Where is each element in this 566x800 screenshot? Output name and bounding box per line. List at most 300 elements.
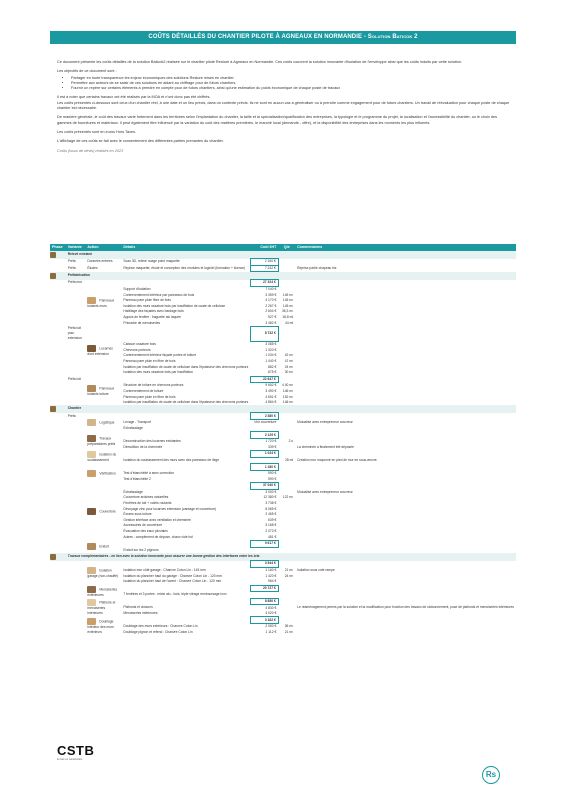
qty-cell: [278, 326, 295, 341]
cost-cell: 675 €: [268, 370, 277, 375]
action-label: Travaux préparatoires préfa: [87, 436, 116, 447]
action-cell: [85, 483, 121, 541]
comment-cell: [295, 598, 516, 605]
details-cell: Enduit sur les 2 pignons: [123, 547, 159, 552]
details-cell: Accessoires de couverture: [123, 523, 163, 528]
logo-tagline: le futur en construction: [57, 758, 83, 761]
phase-cell: [50, 457, 66, 464]
action-cell: [85, 561, 121, 585]
phase-icon-cell: [50, 553, 66, 561]
phase-cell: [50, 540, 66, 547]
cost-cell: 1 320 €: [265, 347, 277, 352]
action-label: Logistique: [99, 420, 115, 425]
action-thumbnail: [87, 470, 96, 477]
qty-cell: [278, 259, 295, 266]
cost-note: Coûts (issus de devis) réalisés en 2023: [57, 148, 124, 153]
phase-cell: [50, 259, 66, 266]
action-thumbnail: [87, 345, 96, 352]
logo-text: CSTB: [57, 743, 95, 758]
qty-cell: 30 m²: [284, 370, 294, 375]
action-cell: [85, 540, 121, 553]
details-cell: [121, 483, 250, 490]
variante-cell: Préfa toit: [67, 376, 81, 381]
group-total-cell: 8 732 €: [250, 326, 278, 341]
cost-cell: 7 242 €: [250, 265, 278, 272]
details-cell: Habillage des façades avec bardage bois: [123, 309, 184, 314]
action-cell: [85, 280, 121, 327]
cost-cell: 7 040 €: [265, 287, 277, 292]
details-cell: Isolation du soubassement des murs avec des panneaux de liège: [123, 457, 220, 462]
cost-cell: 1 034 €: [265, 353, 277, 358]
col-header: Qté: [278, 244, 295, 251]
qty-cell: [278, 464, 295, 471]
details-cell: Échafaudage: [123, 426, 143, 431]
objectives-list: [57, 76, 512, 92]
phase-cell: [50, 483, 66, 490]
action-label: Vérification: [99, 470, 116, 475]
qty-cell: 146 m²: [282, 388, 294, 393]
cost-cell: 3 085 €: [265, 342, 277, 347]
details-cell: Test d'étanchéité à avec correction: [123, 470, 175, 475]
group-total-row: [50, 483, 516, 490]
col-header: Coût €HT: [250, 244, 278, 251]
cost-cell: 4 651 €: [265, 394, 277, 399]
details-cell: Isolation mur côté garage : Chanvre Coton Lin - 145 mm: [123, 567, 206, 572]
group-total-cell: 1 180 €: [250, 464, 278, 471]
cost-cell: 4 830 €: [265, 605, 277, 610]
action-cell: [85, 451, 121, 464]
col-header: Phase: [50, 244, 66, 251]
qty-cell: 36,3 m²: [281, 309, 294, 314]
cost-cell: 3 000 €: [265, 489, 277, 494]
details-cell: [121, 451, 250, 458]
qty-cell: [278, 561, 295, 568]
cost-cell: 3 490 €: [265, 388, 277, 393]
comment-cell: [295, 326, 516, 341]
intro-paragraph: Les coûts présentés ci-dessous sont ceux d'un chantier réel, à une date et un lieu précis, dans un contexte précis. Ils ne sont en aucun cas à généraliser ou à prendre comme engagement pour de futurs chantiers. Un travail de réévaluation pour chaque poste de chaque chantier est nécessaire.: [57, 100, 510, 111]
phase-icon-cell: [50, 251, 66, 259]
qty-cell: 28 ml: [285, 457, 294, 462]
variante-cell: Préfa toit pour extension: [67, 326, 82, 341]
qty-cell: 145 m²: [282, 292, 294, 297]
phase-label: Travaux complémentaires - en lien avec la solution innovante pour assurer une bonne gestion des interfaces entre les lots: [66, 553, 516, 561]
action-label: Enduit: [99, 544, 109, 549]
restore-badge-icon: Rs: [482, 766, 500, 784]
details-cell: Doublage des murs extérieurs : Chanvre Coton Lin: [123, 624, 198, 629]
group-total-cell: 27 324 €: [250, 280, 278, 287]
details-cell: Structure de toiture en chevrons porteurs: [123, 383, 184, 388]
cost-cell: 927 €: [268, 315, 277, 320]
cost-cell: 590 €: [268, 471, 277, 476]
action-label: Lucarnes dont extension: [87, 346, 113, 357]
phase-label: Relevé existant: [66, 251, 516, 259]
page-title: COÛTS DÉTAILLÉS DU CHANTIER PILOTE À AGNEAUX EN NORMANDIE -: [148, 34, 368, 40]
details-cell: Doublage pignon et refend : Chanvre Coton Lin: [123, 629, 193, 634]
comment-cell: Le réaménagement permis par la solution et la modification pour fonction des travaux de cloisonnement, pose de plafonds et menuiseries intérieures: [297, 605, 514, 610]
cost-cell: 3 738 €: [265, 501, 277, 506]
group-total-cell: 2 380 €: [250, 413, 278, 420]
details-cell: Scan 3D, relevé nuage point maquette: [123, 259, 180, 264]
action-cell: [85, 326, 121, 376]
group-total-cell: 37 040 €: [250, 483, 278, 490]
details-cell: Isolation par insufflation de ouate de cellulose dans l'épaisseur des chevrons porteurs: [123, 364, 249, 369]
comment-cell: [295, 561, 516, 568]
phase-row: [50, 251, 516, 259]
details-cell: [121, 598, 250, 605]
phase-cell: [50, 432, 66, 439]
phase-cell: [50, 585, 66, 592]
details-cell: [121, 561, 250, 568]
action-thumbnail: [87, 543, 96, 550]
intro-paragraph: Les objectifs de ce document sont :: [57, 69, 117, 74]
cost-cell: 964 €: [268, 579, 277, 584]
qty-cell: 21 m²: [284, 567, 294, 572]
details-cell: Levage - Transport: [123, 420, 152, 425]
variante-cell: [66, 617, 86, 624]
group-total-cell: 1 024 €: [250, 451, 278, 458]
comment-cell: Isolation sous cote rampe: [297, 567, 335, 572]
tools-icon: [50, 554, 56, 560]
details-cell: Test d'étanchéité 2: [123, 476, 151, 481]
details-cell: [121, 376, 250, 383]
comment-cell: [295, 451, 516, 458]
cost-cell: 4 020 €: [265, 611, 277, 616]
group-total-row: [50, 598, 516, 605]
col-header: Commentaires: [295, 244, 516, 251]
phase-icon-cell: [50, 405, 66, 413]
details-cell: [121, 432, 250, 439]
group-total-cell: 20 727 €: [250, 585, 278, 592]
comment-cell: [295, 432, 516, 439]
phase-cell: [50, 376, 66, 383]
comment-cell: [295, 617, 516, 624]
cost-cell: [250, 592, 278, 599]
details-cell: Panneau pare pluie fibre de bois: [123, 298, 171, 303]
details-cell: Isolation des murs ossature bois par insufflation: [123, 370, 193, 375]
details-cell: Menuiseries intérieures: [123, 611, 158, 616]
variante-cell: [66, 451, 86, 458]
details-cell: Isolation par insufflation de ouate de cellulose dans l'épaisseur des chevrons porteurs: [123, 400, 249, 405]
details-cell: Isolation du plancher haut du garage : Chanvre Coton Lin - 120 mm: [123, 573, 223, 578]
qty-cell: 24 m²: [284, 364, 294, 369]
phase-label: Préfabrication: [66, 272, 516, 280]
intro-paragraph: Ce document présente les coûts détaillés de la solution Baticok2 réalisée sur le chantier pilote Restore à Agneaux en Normandie. Ces coûts couvrent la solution innovante d'isolation de l'enveloppe ainsi que les coûts induits par cette solution.: [57, 60, 463, 64]
intro-text: [57, 60, 512, 158]
phase-cell: [50, 451, 66, 458]
cost-cell: 4 170 €: [265, 298, 277, 303]
details-cell: [121, 617, 250, 624]
variante-cell: [66, 457, 86, 464]
details-cell: Appuis de fenêtre : baguette alu laquée: [123, 315, 181, 320]
phase-cell: [50, 280, 66, 287]
qty-cell: 24 m²: [284, 573, 294, 578]
action-thumbnail: [87, 435, 96, 442]
page-subtitle: Solution Baticok 2: [367, 34, 418, 40]
qty-cell: [278, 432, 295, 439]
group-total-cell: 8 850 €: [250, 598, 278, 605]
crane-icon: [50, 406, 56, 412]
qty-cell: 21 m²: [284, 629, 294, 634]
variante-cell: Préfa: [67, 265, 76, 270]
factory-icon: [50, 273, 56, 279]
qty-cell: 36 m²: [284, 624, 294, 629]
details-cell: [121, 464, 250, 471]
comment-cell: Mutualisé avec entrepreneur couvreur: [297, 489, 353, 494]
phase-cell: [50, 413, 66, 420]
cost-cell: Voir couverture: [254, 420, 277, 425]
phase-row: [50, 405, 516, 413]
details-cell: Plafonds et cloisons: [123, 605, 153, 610]
variante-cell: Préfa mur: [67, 280, 83, 285]
details-cell: [121, 540, 250, 547]
phase-cell: [50, 630, 66, 636]
phase-row: [50, 272, 516, 280]
cost-cell: 1 720 €: [265, 439, 277, 444]
comment-cell: Création mur maçonné en pied de mur en sous-œuvre: [297, 457, 377, 462]
phase-cell: [50, 561, 66, 568]
action-label: Panneaux isolants toiture: [87, 386, 115, 396]
cost-cell: 4 864 €: [265, 400, 277, 405]
action-label: Plâtrerie et menuiseries intérieures: [87, 600, 116, 616]
details-cell: Autres : complément de dépose, chaux vide bol: [123, 534, 193, 539]
cost-cell: 1 160 €: [265, 568, 277, 573]
cost-cell: 2 160 €: [250, 259, 278, 266]
qty-cell: [278, 540, 295, 547]
group-total-row: [50, 585, 516, 592]
cost-cell: 3 359 €: [265, 292, 277, 297]
action-thumbnail: [87, 508, 96, 515]
group-total-row: [50, 326, 516, 341]
cost-cell: 12 380 €: [263, 495, 277, 500]
phase-cell: [50, 464, 66, 471]
details-cell: Panneau pare pluie en fibre de bois: [123, 359, 176, 364]
qty-cell: 42 m²: [284, 353, 294, 358]
list-item: • Fournir un repère sur certains éléments à prendre en compte pour de futurs chantiers, ainsi qu'une estimation du poids économique de chaque poste de travaux: [71, 86, 512, 91]
details-cell: Écrans sous toiture: [123, 512, 152, 517]
group-total-cell: 22 647 €: [250, 376, 278, 383]
table-header-row: [50, 244, 516, 251]
variante-cell: [66, 598, 86, 605]
variante-cell: [66, 592, 86, 599]
cost-cell: 481 €: [268, 534, 277, 539]
cost-cell: 1 440 €: [265, 359, 277, 364]
qty-cell: 44 ml: [285, 320, 294, 325]
comment-cell: Mutualisé avec entrepreneur couvreur: [297, 420, 353, 425]
qty-cell: [278, 376, 295, 383]
action-thumbnail: [87, 586, 96, 593]
comment-cell: [295, 280, 516, 287]
details-cell: Gestion interface avec ventilation et cheminée: [123, 517, 191, 522]
action-cell: [85, 432, 121, 451]
comment-cell: [295, 592, 516, 599]
cost-cell: 2 465 €: [265, 512, 277, 517]
details-cell: Démolition de la cheminée: [123, 444, 163, 449]
action-cell: Études: [87, 265, 98, 270]
action-thumbnail: [87, 567, 96, 574]
variante-cell: Préfa: [67, 259, 76, 264]
intro-paragraph: Les coûts présentés sont en euros Hors Taxes.: [57, 129, 137, 134]
table-row: [50, 259, 516, 266]
details-cell: Panneau pare pluie en fibre de bois: [123, 394, 176, 399]
comment-cell: [295, 413, 516, 420]
details-cell: Isolation des murs ossature bois par insufflation de ouate de cellulose: [123, 303, 226, 308]
qty-cell: 146 m²: [282, 400, 294, 405]
action-label: Menuiseries extérieures: [87, 586, 118, 597]
cost-cell: 339 €: [268, 444, 277, 449]
details-cell: [121, 585, 250, 592]
phase-icon-cell: [50, 272, 66, 280]
comment-cell: La cheminée a finalement été déposée: [297, 444, 354, 449]
cost-table: [50, 244, 516, 635]
details-cell: [121, 280, 250, 287]
group-total-row: [50, 413, 516, 420]
details-cell: Précadre de menuiseries: [123, 320, 161, 325]
action-thumbnail: [87, 297, 96, 304]
qty-cell: [278, 592, 295, 599]
col-header: Détails: [121, 244, 250, 251]
cost-cell: 639 €: [268, 517, 277, 522]
variante-cell: [66, 483, 86, 490]
cost-cell: 882 €: [268, 364, 277, 369]
cost-cell: 8 065 €: [265, 506, 277, 511]
group-total-row: [50, 451, 516, 458]
comment-cell: [295, 540, 516, 547]
phase-cell: [50, 617, 66, 624]
variante-cell: [66, 540, 86, 547]
qty-cell: [278, 483, 295, 490]
list-item: • Partager en toute transparence les enjeux économiques des solutions Restore mises en chantier: [71, 76, 512, 81]
col-header: Variante: [66, 244, 86, 251]
action-thumbnail: [87, 451, 96, 458]
phase-cell: [50, 326, 66, 341]
cost-cell: 9 652 €: [265, 383, 277, 388]
cost-cell: 1 112 €: [265, 629, 277, 634]
action-cell: [85, 617, 121, 635]
details-cell: Fenêtres de toit + volets roulants: [123, 501, 172, 506]
col-header: Action: [85, 244, 121, 251]
qty-cell: 2 u: [288, 438, 294, 443]
qty-cell: 18,8 ml: [282, 315, 294, 320]
group-total-row: [50, 617, 516, 624]
variante-cell: Préfa: [67, 413, 76, 418]
qty-cell: [278, 598, 295, 605]
list-item: • Permettre aux acteurs de se saisir de ces solutions en aidant au chiffrage pour de futurs chantiers: [71, 81, 512, 86]
cost-cell: 590 €: [268, 476, 277, 481]
action-label: Doublage intérieur des murs extérieurs: [87, 618, 114, 634]
cost-cell: 2 604 €: [265, 309, 277, 314]
action-label: Isolation du soubassement: [87, 452, 117, 463]
action-label: Isolation garage (non-chauffé): [87, 568, 119, 578]
variante-cell: [66, 464, 86, 471]
intro-paragraph: De manière générale, le coût des travaux varie fortement dans les territoires selon l'implantation du chantier, la taille et la spécialisation/qualification des entreprises, la typologie et le programme du projet, la localisation et l'accessibilité du chantier, ou le choix des gammes de fournitures et matériaux. Il peut également être influencé par la variation du coût des matières premières, le marché local (demande - offre), et la disponibilité des entreprises dans les moments les plus influents.: [57, 115, 498, 125]
phase-cell: [50, 265, 66, 272]
cost-cell: 2 267 €: [265, 303, 277, 308]
qty-cell: 122 m²: [282, 495, 294, 500]
comment-cell: [295, 376, 516, 383]
action-thumbnail: [87, 385, 96, 392]
group-total-row: [50, 561, 516, 568]
phase-label: Chantier: [66, 405, 516, 413]
action-cell: [85, 413, 121, 432]
details-cell: Évacuation des eaux pluviales: [123, 529, 168, 534]
action-thumbnail: [87, 419, 96, 426]
details-cell: Caisson ossature bois: [123, 341, 156, 346]
cost-cell: 3 168 €: [265, 523, 277, 528]
action-cell: [85, 598, 121, 617]
comment-cell: [295, 259, 516, 266]
action-cell: [85, 585, 121, 598]
group-total-row: [50, 540, 516, 547]
comment-cell: [295, 483, 516, 490]
details-cell: [121, 326, 250, 341]
comment-cell: [295, 630, 516, 636]
qty-cell: 145 m²: [282, 298, 294, 303]
details-cell: Couverture ardoises naturelles: [123, 495, 169, 500]
cstb-logo: [57, 743, 95, 761]
details-cell: 7 fenêtres et 3 portes : mixte alu - bois, triple vitrage remboursage inox: [123, 592, 227, 597]
intro-paragraph: L'affichage de ces coûts se fait avec le consentement des différentes parties prenantes du chantier.: [57, 139, 224, 144]
qty-cell: 4 40 m²: [281, 383, 294, 388]
variante-cell: [66, 432, 86, 439]
title-banner: [50, 31, 516, 44]
details-cell: Contreventement intérieur par panneaux de bois: [123, 292, 195, 297]
details-cell: Dévoyage zinc pour lucarnes extension (zardage et couverture): [123, 506, 217, 511]
qty-cell: [278, 413, 295, 420]
group-total-row: [50, 464, 516, 471]
details-cell: Contreventement de toiture: [123, 388, 164, 393]
details-cell: Support d'isolation: [123, 286, 151, 291]
group-total-cell: 3 162 €: [250, 617, 278, 624]
variante-cell: [66, 630, 86, 636]
action-cell: [85, 464, 121, 483]
action-cell: Données entrées: [87, 259, 113, 264]
variante-cell: [66, 585, 86, 592]
group-total-cell: 3 544 €: [250, 561, 278, 568]
details-cell: Reprise maquette, étude et conception des modules et logiciel (formation + licence): [123, 265, 246, 270]
action-thumbnail: [87, 599, 96, 606]
cost-cell: [250, 457, 278, 464]
qty-cell: 145 m²: [282, 303, 294, 308]
cost-cell: 3 482 €: [265, 320, 277, 325]
cost-cell: 2 050 €: [265, 624, 277, 629]
group-total-cell: 2 129 €: [250, 432, 278, 439]
details-cell: [121, 413, 250, 420]
details-cell: Contreventement intérieur façade portes et toiture: [123, 353, 197, 358]
phase-cell: [50, 592, 66, 599]
group-total-row: [50, 432, 516, 439]
cost-cell: 1 420 €: [265, 573, 277, 578]
phase-cell: [50, 598, 66, 605]
action-label: Couverture: [99, 509, 116, 514]
group-total-row: [50, 280, 516, 287]
details-cell: Déconstruction des lucarnes existantes: [123, 438, 181, 443]
qty-cell: 47 m²: [284, 359, 294, 364]
qty-cell: [278, 617, 295, 624]
details-cell: Échafaudage: [123, 489, 143, 494]
cost-cell: 2 073 €: [265, 529, 277, 534]
qty-cell: [278, 585, 295, 592]
details-cell: Isolation du plancher haut de l'avent : Chanvre Coton Lin - 120 mm: [123, 579, 222, 584]
qty-cell: 152 m²: [282, 394, 294, 399]
phase-row: [50, 553, 516, 561]
variante-cell: [66, 561, 86, 568]
qty-cell: [278, 451, 295, 458]
survey-icon: [50, 252, 56, 258]
comment-cell: Reprise partie chapeau bis: [297, 265, 337, 270]
action-thumbnail: [87, 618, 96, 625]
details-cell: Chevrons porteurs: [123, 347, 151, 352]
action-cell: [85, 376, 121, 405]
